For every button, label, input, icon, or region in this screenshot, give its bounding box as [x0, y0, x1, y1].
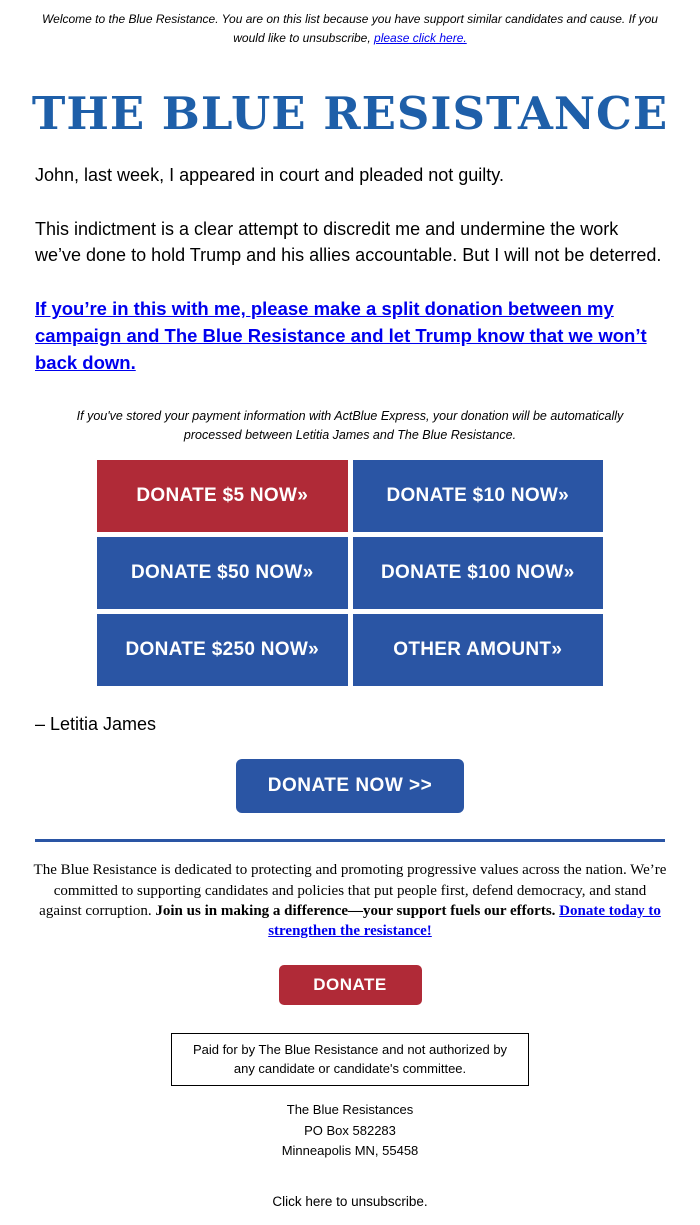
- footer-donate-link[interactable]: Donate today to strengthen the resistance!: [268, 902, 661, 940]
- donate-now-button[interactable]: DONATE NOW >>: [236, 759, 464, 813]
- actblue-express-note: If you've stored your payment information with ActBlue Express, your donation will be automatically processed between Letitia James and The Blue Resistance.: [76, 408, 624, 442]
- signature: – Letitia James: [35, 714, 157, 735]
- mailing-address: [0, 1100, 700, 1162]
- footer-about-text: The Blue Resistance is dedicated to protecting and promoting progressive values across the nation. We’re committed to supporting candidates and policies that put people first, defend democracy, and stand against corruption.: [33, 862, 667, 919]
- logo-wordmark: THE BLUE RESISTANCE: [31, 87, 669, 141]
- paid-for-disclaimer: Paid for by The Blue Resistance and not authorized by any candidate or candidate's committee.: [171, 1033, 529, 1085]
- donate-other-button[interactable]: OTHER AMOUNT»: [353, 614, 604, 686]
- address-city: Minneapolis MN, 55458: [281, 1143, 419, 1159]
- address-org: The Blue Resistances: [286, 1101, 414, 1117]
- unsubscribe-link[interactable]: Click here to unsubscribe.: [272, 1194, 428, 1210]
- message-body: [0, 162, 700, 377]
- donate-100-button[interactable]: DONATE $100 NOW»: [353, 537, 604, 609]
- donate-5-button[interactable]: DONATE $5 NOW»: [97, 460, 348, 532]
- paragraph-indictment: This indictment is a clear attempt to discredit me and undermine the work we’ve done to hold Trump and his allies accountable. But I will not be deterred.: [35, 219, 662, 266]
- split-donation-link[interactable]: If you’re in this with me, please make a split donation between my campaign and The Blue Resistance and let Trump know that we won’t back down.: [35, 298, 647, 374]
- donate-amount-grid: [97, 460, 603, 686]
- footer-about: [0, 842, 700, 941]
- donate-10-button[interactable]: DONATE $10 NOW»: [353, 460, 604, 532]
- donate-250-button[interactable]: DONATE $250 NOW»: [97, 614, 348, 686]
- paragraph-greeting: John, last week, I appeared in court and pleaded not guilty.: [35, 165, 504, 186]
- top-unsubscribe-link[interactable]: please click here.: [374, 30, 467, 45]
- top-disclaimer: [0, 0, 700, 47]
- footer-about-bold: Join us in making a difference—your support fuels our efforts.: [155, 902, 560, 919]
- donate-50-button[interactable]: DONATE $50 NOW»: [97, 537, 348, 609]
- address-po-box: PO Box 582283: [304, 1122, 396, 1138]
- footer-donate-button[interactable]: DONATE: [279, 965, 422, 1005]
- top-disclaimer-text: Welcome to the Blue Resistance. You are on this list because you have support similar candidates and cause. If you would like to unsubscribe,: [42, 12, 658, 45]
